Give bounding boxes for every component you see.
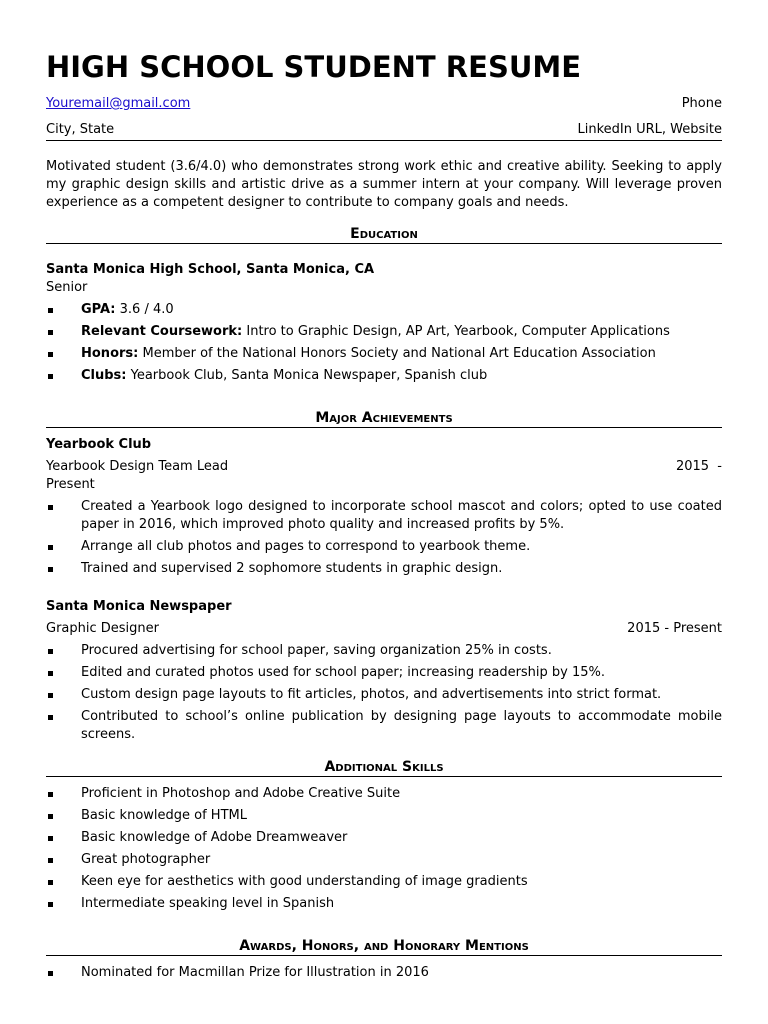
org-name: Santa Monica Newspaper: [46, 599, 232, 614]
list-item: [46, 367, 722, 385]
bullet-icon: [48, 814, 53, 819]
location-text: City, State: [46, 122, 115, 137]
bullet-icon: [48, 352, 53, 357]
item-text: Basic knowledge of HTML: [81, 808, 247, 823]
school-status: Senior: [46, 280, 88, 295]
section-title-awards: Awards, Honors, and Honorary Mentions: [46, 937, 722, 956]
bullet-icon: [48, 671, 53, 676]
list-item: [46, 664, 722, 682]
item-text: Proficient in Photoshop and Adobe Creative Suite: [81, 786, 401, 801]
bullet-icon: [48, 330, 53, 335]
resume-content: [46, 48, 722, 986]
item-text: Intro to Graphic Design, AP Art, Yearbook, Computer Applications: [242, 324, 670, 339]
list-item: [46, 964, 722, 982]
list-item: [46, 807, 722, 825]
item-text: Nominated for Macmillan Prize for Illustration in 2016: [81, 965, 429, 980]
bullet-icon: [48, 971, 53, 976]
list-item: [46, 895, 722, 913]
contact-row-1: [46, 93, 722, 115]
achievement-list: [46, 642, 722, 744]
list-item: [46, 785, 722, 803]
bullet-icon: [48, 567, 53, 572]
item-text: Created a Yearbook logo designed to incorporate school mascot and colors; opted to use coated paper in 2016, which improved photo quality and increased profits by 5%.: [81, 499, 722, 532]
section-title-education: Education: [46, 225, 722, 244]
list-item: [46, 323, 722, 341]
item-text: Arrange all club photos and pages to correspond to yearbook theme.: [81, 539, 531, 554]
section-title-skills: Additional Skills: [46, 758, 722, 777]
list-item: [46, 851, 722, 869]
role-row: [46, 458, 722, 476]
item-text: 3.6 / 4.0: [115, 302, 174, 317]
bullet-icon: [48, 545, 53, 550]
role-dates: 2015 - Present: [627, 621, 722, 636]
section-title-achievements: Major Achievements: [46, 409, 722, 428]
item-label: Clubs:: [81, 368, 127, 383]
item-text: Contributed to school’s online publication by designing page layouts to accommodate mobile screens.: [81, 709, 722, 742]
summary-paragraph: Motivated student (3.6/4.0) who demonstrates strong work ethic and creative ability. Seeking to apply my graphic design skills and artistic drive as a summer intern at your company. Will leverage proven experience as a competent designer to contribute to company goals and needs.: [46, 159, 722, 210]
role-title: Yearbook Design Team Lead: [46, 459, 229, 474]
bullet-icon: [48, 858, 53, 863]
role-dates: 2015 -: [675, 459, 722, 474]
achievement-list: [46, 498, 722, 578]
awards-list: [46, 964, 722, 982]
list-item: [46, 301, 722, 319]
list-item: [46, 708, 722, 744]
item-text: Keen eye for aesthetics with good understanding of image gradients: [81, 874, 528, 889]
list-item: [46, 686, 722, 704]
bullet-icon: [48, 792, 53, 797]
education-list: [46, 301, 722, 385]
bullet-icon: [48, 836, 53, 841]
item-text: Procured advertising for school paper, saving organization 25% in costs.: [81, 643, 552, 658]
bullet-icon: [48, 715, 53, 720]
bullet-icon: [48, 693, 53, 698]
bullet-icon: [48, 308, 53, 313]
list-item: [46, 345, 722, 363]
item-text: Yearbook Club, Santa Monica Newspaper, Spanish club: [126, 368, 488, 383]
list-item: [46, 498, 722, 534]
role-dates-end: Present: [46, 477, 95, 492]
item-text: Custom design page layouts to fit articles, photos, and advertisements into strict format.: [81, 687, 662, 702]
email-link[interactable]: Youremail@gmail.com: [46, 96, 191, 111]
role-title: Graphic Designer: [46, 621, 159, 636]
item-text: Trained and supervised 2 sophomore students in graphic design.: [81, 561, 503, 576]
item-text: Great photographer: [81, 852, 211, 867]
item-text: Edited and curated photos used for school paper; increasing readership by 15%.: [81, 665, 606, 680]
item-text: Intermediate speaking level in Spanish: [81, 896, 335, 911]
item-label: GPA:: [81, 302, 116, 317]
skills-list: [46, 785, 722, 913]
school-name: Santa Monica High School, Santa Monica, CA: [46, 262, 375, 277]
bullet-icon: [48, 649, 53, 654]
bullet-icon: [48, 505, 53, 510]
contact-row-2: [46, 119, 722, 141]
list-item: [46, 642, 722, 660]
item-label: Relevant Coursework:: [81, 324, 243, 339]
bullet-icon: [48, 880, 53, 885]
list-item: [46, 560, 722, 578]
role-row: [46, 620, 722, 638]
item-text: Member of the National Honors Society and National Art Education Association: [138, 346, 656, 361]
item-text: Basic knowledge of Adobe Dreamweaver: [81, 830, 348, 845]
item-label: Honors:: [81, 346, 139, 361]
org-name: Yearbook Club: [46, 437, 152, 452]
list-item: [46, 538, 722, 556]
bullet-icon: [48, 902, 53, 907]
phone-text: Phone: [681, 96, 722, 111]
list-item: [46, 873, 722, 891]
bullet-icon: [48, 374, 53, 379]
list-item: [46, 829, 722, 847]
resume-title: HIGH SCHOOL STUDENT RESUME: [46, 50, 582, 84]
links-text: LinkedIn URL, Website: [577, 122, 722, 137]
